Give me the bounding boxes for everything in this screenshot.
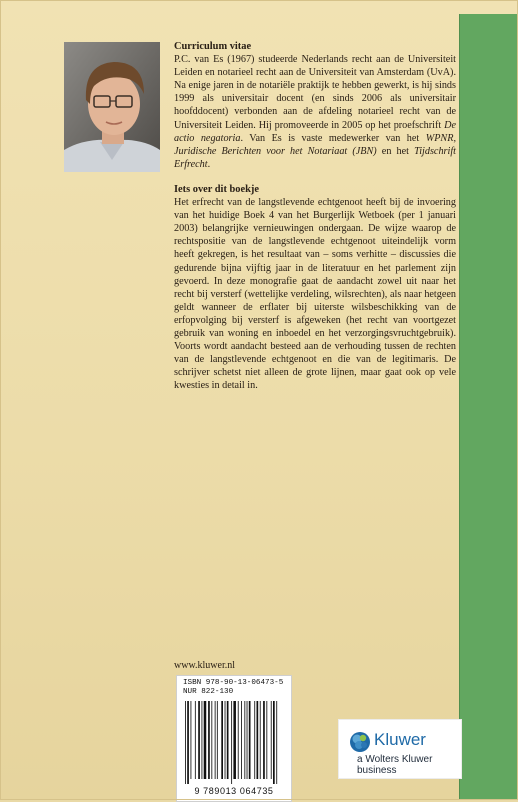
green-spine-stripe	[459, 14, 518, 800]
barcode-bar	[187, 701, 189, 784]
cv-text-4: .	[207, 158, 211, 170]
cv-journal-1: WPNR, Juridische Berichten voor het Notariaat (JBN)	[174, 132, 456, 157]
barcode-bar	[221, 701, 223, 779]
barcode-bar	[231, 701, 232, 784]
about-heading: Iets over dit boekje	[174, 184, 259, 195]
about-book-section	[174, 183, 456, 393]
barcode-bar	[204, 701, 207, 779]
barcode-bar	[215, 701, 216, 779]
barcode-bar	[244, 701, 245, 779]
cv-journal-2: Tijdschrift Erfrecht	[174, 145, 457, 170]
barcode-bar	[273, 701, 275, 784]
barcode-bar	[195, 701, 196, 779]
cv-text-1: P.C. van Es (1967) studeerde Nederlands recht aan de Universiteit Leiden en notarieel recht aan de Universiteit van Amsterdam (UvA). Na enige jaren in de notariële praktijk te hebben gewerkt, is hij sinds 1999 als universitair docent (en sinds 2006 als universitair hoofddocent) verbonden aan de afdeling notarieel recht van de Universiteit Leiden. Hij promoveerde in 2005 op het proefschrift	[174, 54, 456, 131]
barcode-bar	[208, 701, 210, 779]
cv-text-2: . Van Es is vaste medewerker van het	[240, 132, 426, 144]
curriculum-vitae-section	[174, 40, 456, 171]
barcode-bar	[198, 701, 200, 779]
barcode-image	[183, 701, 283, 784]
barcode-bar	[263, 701, 265, 779]
barcode-bar	[225, 701, 226, 779]
author-photo	[64, 42, 160, 172]
nur-text: NUR 822-130	[183, 688, 234, 696]
barcode-bar	[257, 701, 259, 779]
barcode-bar	[247, 701, 248, 779]
barcode-bar	[260, 701, 261, 779]
barcode-bar	[271, 701, 272, 779]
barcode-bar	[233, 701, 236, 779]
cv-text-3: en het	[376, 145, 415, 157]
barcode-bar	[191, 701, 192, 779]
barcode-bar	[254, 701, 255, 779]
cv-paragraph	[174, 53, 456, 171]
barcode-bar	[202, 701, 203, 779]
about-paragraph: Het erfrecht van de langstlevende echtgenoot heeft bij de invoering van het huidige Boek 4 van het Burgerlijk Wetboek (per 1 januari 2003) belangrijke vernieuwingen ondergaan. De wijze waarop de rechtspositie van de langstlevende echtgenoot uiteindelijk vorm heeft gekregen, is het resultaat van – soms verhitte – discussies die gedurende bijna vijftig jaar in de literatuur en het parlement zijn gevoerd. In deze monografie gaat de aandacht zowel uit naar het recht bij versterf (wettelijke verdeling, wilsrechten), als naar hetgeen geldt wanneer de erflater bij uiterste wilsbeschikking van de erfopvolging bij versterf is afgeweken (het recht van voortgezet gebruik van woning en inboedel en het verzorgingsvruchtgebruik). Voorts wordt aandacht besteed aan de verhouding tussen de rechten van de langstlevende echtgenoot en die van de legitimaris. De schrijver schetst niet alleen de grote lijnen, maar gaat ook op vele kwesties in detail in.	[174, 197, 456, 392]
cv-heading: Curriculum vitae	[174, 41, 252, 52]
barcode-bar	[266, 701, 267, 779]
kluwer-globe-icon	[349, 731, 371, 753]
barcode-bar	[241, 701, 242, 779]
publisher-logo-block	[338, 719, 462, 779]
barcode-digits: 9 789013 064735	[194, 786, 274, 796]
barcode-bar	[217, 701, 218, 779]
publisher-name: Kluwer	[374, 730, 426, 749]
publisher-url: www.kluwer.nl	[174, 660, 236, 671]
barcode-bar	[185, 701, 186, 784]
isbn-text: ISBN 978-90-13-06473-5	[183, 679, 284, 687]
cv-thesis-title: De actio negatoria	[174, 119, 456, 144]
barcode-bar	[276, 701, 277, 784]
barcode-bar	[238, 701, 239, 779]
barcode-label	[176, 675, 292, 802]
publisher-tagline: a Wolters Kluwer business	[357, 754, 433, 776]
barcode-bar	[211, 701, 212, 779]
barcode-bar	[249, 701, 251, 779]
barcode-bar	[227, 701, 229, 779]
